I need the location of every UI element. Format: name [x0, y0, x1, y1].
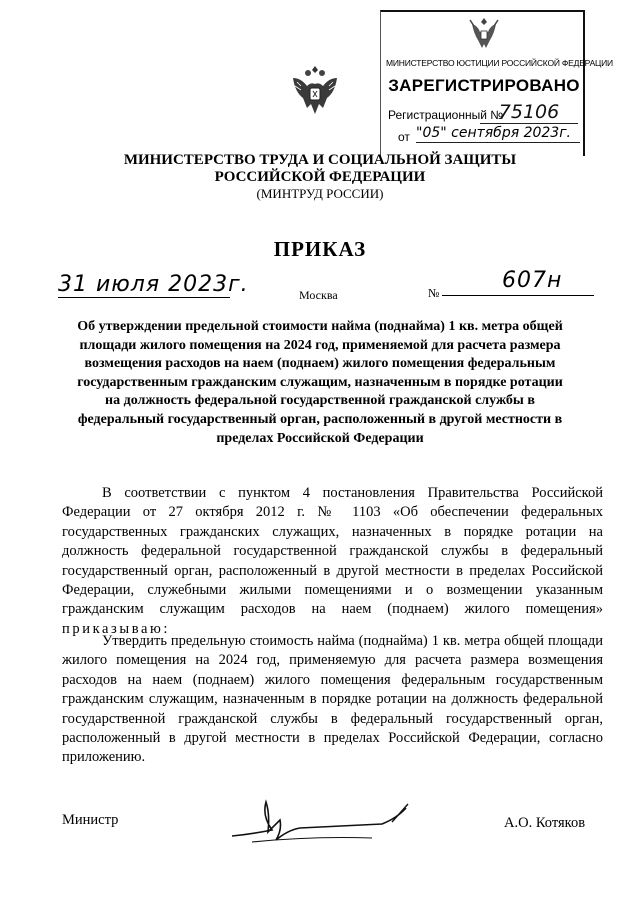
stamp-coat-of-arms-icon — [464, 14, 504, 54]
order-number: 607н — [502, 268, 563, 293]
signer-name: А.О. Котяков — [504, 815, 586, 831]
stamp-title: ЗАРЕГИСТРИРОВАНО — [388, 76, 580, 95]
stamp-registration-number: 75106 — [480, 101, 578, 124]
date-underline — [58, 297, 230, 298]
order-title: ПРИКАЗ — [273, 237, 367, 261]
ministry-short-name: (МИНТРУД РОССИИ) — [256, 186, 384, 201]
order-word: приказываю: — [62, 620, 171, 637]
stamp-ministry-name: МИНИСТЕРСТВО ЮСТИЦИИ РОССИЙСКОЙ ФЕДЕРАЦИИ — [386, 58, 613, 68]
order-subject: Об утверждении предельной стоимости найма (поднайма) 1 кв. метра общей площади жилого помещения на 2024 год, применяемой для расчета размера возмещения расходов на наем (поднаем) жилого помещения федеральным государственным гражданским служащим, назначенным в порядке ротации на должность федеральной государственной гражданской службы в федеральный государственный орган, расположенный в другой местности в пределах Российской Федерации — [77, 319, 563, 446]
coat-of-arms-icon — [289, 64, 341, 120]
order-number-sign: № — [428, 286, 440, 300]
handwritten-signature — [222, 796, 422, 856]
order-date: 31 июля 2023г. — [58, 272, 249, 297]
stamp-date-label: от — [398, 130, 410, 144]
resolution-text: Утвердить предельную стоимость найма (поднайма) 1 кв. метра общей площади жилого помещения на 2024 год, применяемую для расчета размера возмещения расходов на наем (поднаем) жилого помещения федеральным государственным гражданским служащим, назначенным в порядке ротации на должность федеральной государственной гражданской службы в федеральный государственный орган, расположенный в другой местности в пределах Российской Федерации, согласно приложению. — [62, 633, 603, 766]
preamble-text: В соответствии с пунктом 4 постановления Правительства Российской Федерации от 27 октября 2012 г. № 1103 «Об обеспечении федеральных государственных гражданских служащих, назначенных в порядке ротации на должность федеральной государственной гражданской службы в федеральный государственный орган, расположенный в другой местности в пределах Российской Федерации, служебными жилыми помещениями и о возмещении указанным гражданским служащим расходов на наем (поднаем) жилого помещения» — [62, 485, 603, 618]
ministry-name-line2: РОССИЙСКОЙ ФЕДЕРАЦИИ — [214, 169, 426, 185]
order-number-underline — [442, 295, 594, 296]
order-city: Москва — [299, 288, 338, 302]
ministry-name-line1: МИНИСТЕРСТВО ТРУДА И СОЦИАЛЬНОЙ ЗАЩИТЫ — [123, 152, 517, 168]
stamp-registration-label: Регистрационный № — [388, 108, 504, 122]
resolution-paragraph — [62, 632, 603, 768]
signer-role: Министр — [62, 812, 119, 828]
preamble-paragraph — [62, 484, 603, 639]
stamp-date: "05" сентября 2023г. — [416, 124, 580, 143]
